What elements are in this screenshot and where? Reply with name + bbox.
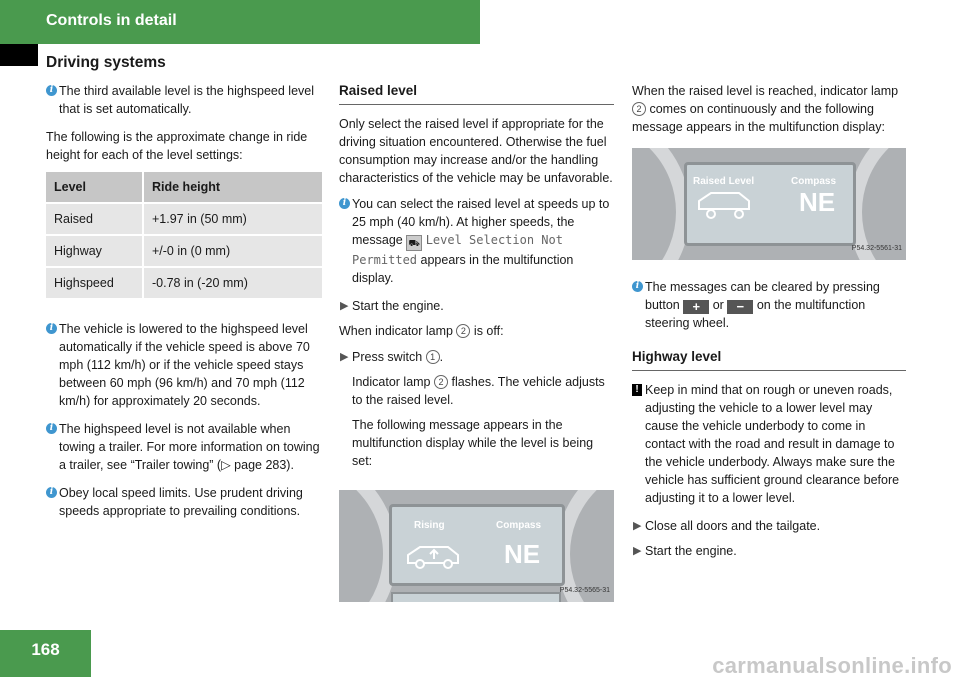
watermark: carmanualsonline.info [712,653,952,678]
marker-2: 2 [434,375,448,389]
step: ▶ Press switch 1 . [340,350,444,364]
plus-button-icon: + [683,300,709,314]
arrow-icon: ▶ [633,520,642,532]
step: ▶ Start the engine. [633,544,737,558]
vehicle-level-icon: ⛟ [406,235,422,251]
figure-code: P54.32-5565-31 [559,587,610,594]
display-bar [391,592,561,602]
step: ▶ Start the engine. [340,299,444,313]
table-row [46,267,322,298]
intro-text: The following is the approximate change in ride height for each of the level settings: [46,130,308,162]
header-marker [0,44,38,66]
table-header [46,172,322,203]
table-row [46,203,322,235]
step-result: Indicator lamp 2 flashes. The vehicle adjusts to the raised level. [352,375,605,407]
step: ▶ Close all doors and the tailgate. [633,519,821,533]
column-middle [339,82,614,602]
warning-icon: ! [632,384,642,396]
info-icon: i [46,85,57,96]
display-label: Compass [791,176,837,187]
multifunction-screen [389,504,565,586]
page-number: 168 [31,640,60,659]
page-number-box [0,630,91,677]
info-note: i The vehicle is lowered to the highspeed level automatically if the vehicle speed is above 70 mph (112 km/h) or if the vehicle speed stays between 60 mph (96 km/h) and 70 mph (112 km/h) for approximately 20 seconds. [46,320,322,410]
info-icon: i [46,423,57,434]
condition-text: When indicator lamp 2 is off: [339,324,504,338]
column-header: Level [46,172,143,203]
raised-car-icon [695,191,755,221]
figure-code: P54.32-5561-31 [851,245,902,252]
marker-2: 2 [456,324,470,338]
section-heading: Highway level [632,348,906,371]
arrow-icon: ▶ [340,351,349,363]
rising-car-icon [404,543,464,571]
arrow-icon: ▶ [340,300,349,312]
arrow-icon: ▶ [633,545,642,557]
multifunction-screen [684,162,856,246]
minus-button-icon: − [727,300,753,314]
info-icon: i [46,323,57,334]
display-raised-level [632,148,906,260]
section-title: Controls in detail [46,12,177,29]
gauge-ring [632,148,690,260]
subsection-title: Driving systems [46,54,166,71]
table-cell: +/-0 in (0 mm) [143,235,322,267]
compass-direction: NE [504,539,541,569]
info-note: i The third available level is the highspeed level that is set automatically. [46,82,322,118]
column-header: Ride height [143,172,322,203]
section-tab [0,0,480,44]
table-cell: Highway [46,235,143,267]
info-note: i The highspeed level is not available when towing a trailer. For more information on towing a trailer, see “Trailer towing” (▷ page 283). [46,420,322,474]
table-row [46,235,322,267]
info-icon: i [46,487,57,498]
display-message: Level Selection Not Permitted [352,233,563,267]
info-icon: i [339,198,350,209]
display-rising [339,490,614,602]
display-label: Compass [496,520,542,531]
column-left [46,82,322,530]
paragraph: When the raised level is reached, indicator lamp 2 comes on continuously and the following message appears in the multifunction display: [632,84,899,134]
step-result: The following message appears in the multifunction display while the level is being set: [352,418,594,468]
compass-direction: NE [799,187,836,217]
ride-height-table [46,172,322,298]
display-label: Rising [414,520,445,531]
table-cell: Raised [46,203,143,235]
marker-1: 1 [426,350,440,364]
section-heading: Raised level [339,82,614,105]
info-note: i Obey local speed limits. Use prudent driving speeds appropriate to prevailing conditions. [46,484,322,520]
table-cell: +1.97 in (50 mm) [143,203,322,235]
info-note: i You can select the raised level at speeds up to 25 mph (40 km/h). At higher speeds, the message ⛟ Level Selection Not Permitted appears in the multifunction display. [339,195,614,287]
info-icon: i [632,281,643,292]
table-cell: -0.78 in (-20 mm) [143,267,322,298]
info-note: i The messages can be cleared by pressing button + or − on the multifunction steering wheel. [632,278,906,332]
paragraph: Only select the raised level if appropriate for the driving situation encountered. Otherwise the fuel consumption may increase and/or the handling characteristics of the vehicle may be unfavorable. [339,117,613,185]
column-right [632,82,906,567]
warning-note: ! Keep in mind that on rough or uneven roads, adjusting the vehicle to a lower level may cause the vehicle underbody to come in contact with the road and result in damage to the vehicle underbody. Always make sure the vehicle has sufficient ground clearance before adjusting it to a lower level. [632,381,906,507]
display-label: Raised Level [693,176,755,187]
table-cell: Highspeed [46,267,143,298]
marker-2: 2 [632,102,646,116]
